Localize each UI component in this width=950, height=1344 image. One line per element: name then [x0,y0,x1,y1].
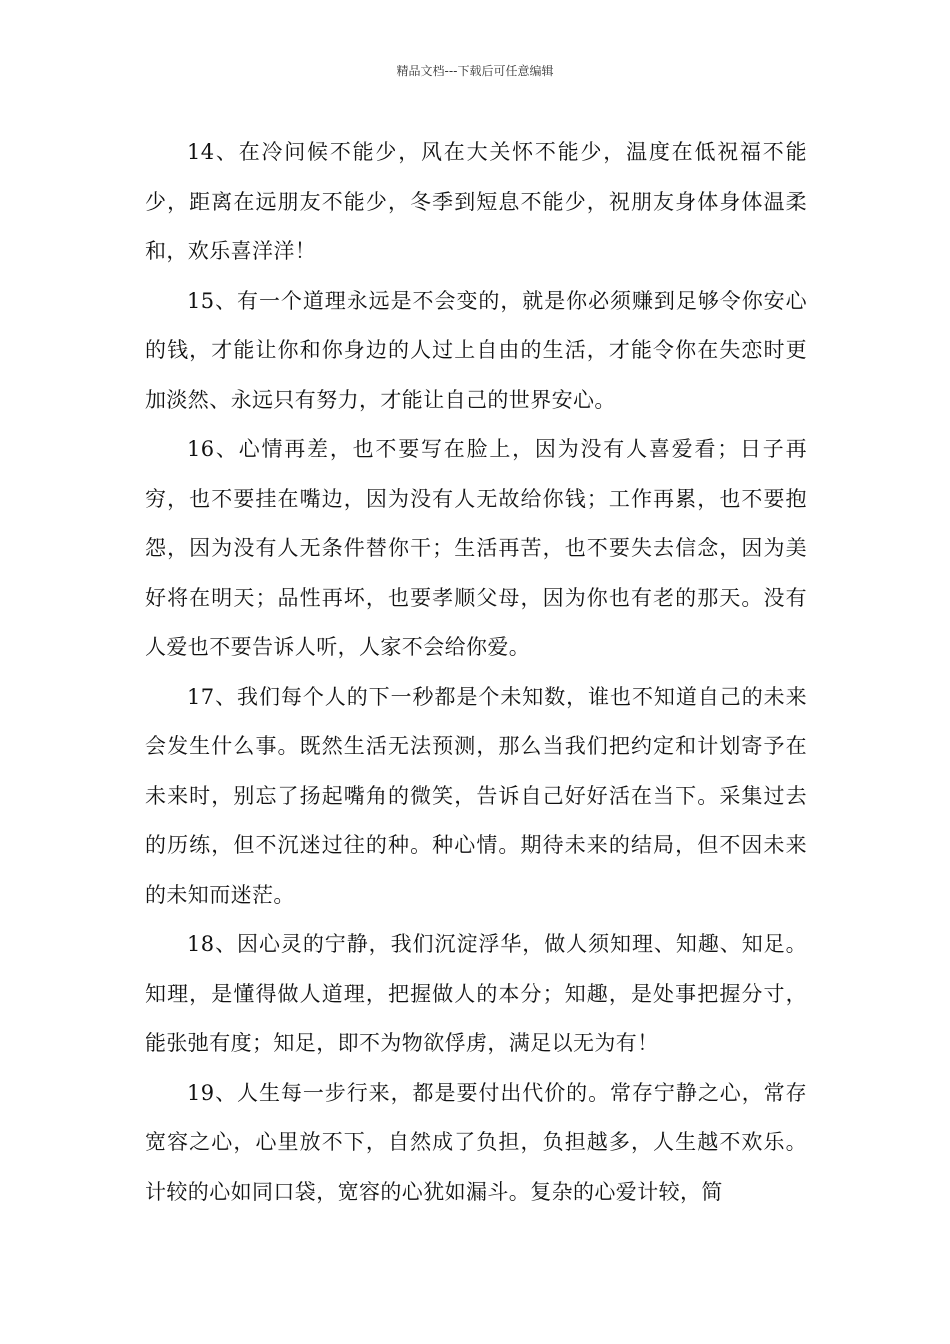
paragraph-16: 16、心情再差，也不要写在脸上，因为没有人喜爱看；日子再穷，也不要挂在嘴边，因为没有人无故给你钱；工作再累，也不要抱怨，因为没有人无条件替你干；生活再苦，也不要失去信念，因为美好将在明天；品性再坏，也要孝顺父母，因为你也有老的那天。没有人爱也不要告诉人听，人家不会给你爱。 [145,437,807,659]
page-header: 精品文档---下载后可任意编辑 [396,64,554,78]
paragraph-15: 15、有一个道理永远是不会变的，就是你必须赚到足够令你安心的钱，才能让你和你身边的人过上自由的生活，才能令你在失恋时更加淡然、永远只有努力，才能让自己的世界安心。 [145,288,807,412]
paragraph-14: 14、在冷问候不能少，风在大关怀不能少，温度在低祝福不能少，距离在远朋友不能少，冬季到短息不能少，祝朋友身体身体温柔和，欢乐喜洋洋！ [145,140,807,263]
paragraph-18: 18、因心灵的宁静，我们沉淀浮华，做人须知理、知趣、知足。知理，是懂得做人道理，把握做人的本分；知趣，是处事把握分寸，能张弛有度；知足，即不为物欲俘虏，满足以无为有！ [145,932,807,1055]
paragraph-19: 19、人生每一步行来，都是要付出代价的。常存宁静之心，常存宽容之心，心里放不下，自然成了负担，负担越多，人生越不欢乐。计较的心如同口袋，宽容的心犹如漏斗。复杂的心爱计较，简 [145,1080,807,1204]
document-body [145,128,807,1217]
paragraph-17: 17、我们每个人的下一秒都是个未知数，谁也不知道自己的未来会发生什么事。既然生活无法预测，那么当我们把约定和计划寄予在未来时，别忘了扬起嘴角的微笑，告诉自己好好活在当下。采集过去的历练，但不沉迷过往的种。种心情。期待未来的结局，但不因未来的未知而迷茫。 [145,684,807,907]
